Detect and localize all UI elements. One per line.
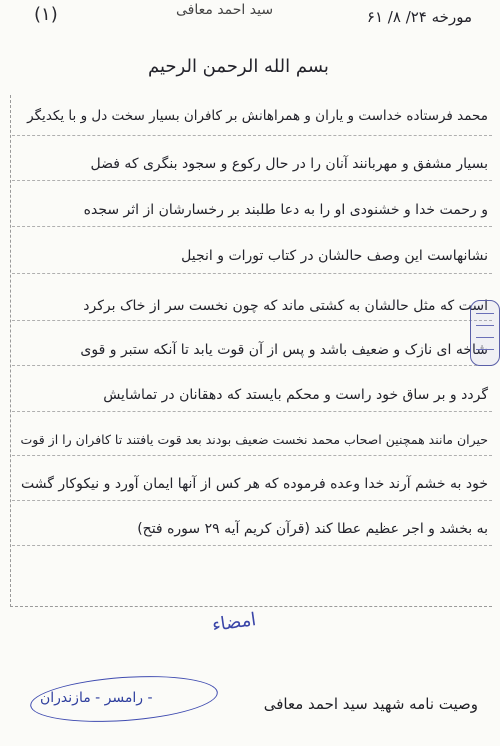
page-number: (۱) — [34, 4, 58, 25]
ruled-line — [12, 135, 492, 136]
text-line-1: محمد فرستاده خداست و یاران و همراهانش بر کافران بسیار سخت دل و با یکدیگر — [27, 108, 488, 124]
ruled-line — [12, 365, 492, 366]
ruled-line — [12, 273, 492, 274]
ruled-line — [12, 545, 492, 546]
ruled-line — [12, 226, 492, 227]
text-line-7: گردد و بر ساق خود راست و محکم بایستد که دهقانان در تماشایش — [103, 387, 488, 403]
footer-title: وصیت نامه شهید سید احمد معافی — [263, 695, 478, 713]
date-line: مورخه ۲۴/ ۸/ ۶۱ — [366, 8, 472, 26]
signature: امضاء — [210, 609, 258, 636]
ruled-line — [12, 180, 492, 181]
text-line-5: است که مثل حالشان به کشتی ماند که چون نخست سر از خاک برکرد — [83, 298, 488, 314]
ruled-line — [12, 500, 492, 501]
footer-location: - رامسر - مازندران — [40, 690, 153, 706]
text-line-9: خود به خشم آرند خدا وعده فرموده که هر کس از آنها ایمان آورد و نیکوکار گشت — [21, 476, 488, 492]
ruled-line — [12, 455, 492, 456]
text-line-3: و رحمت خدا و خشنودی او را به دعا طلبند بر رخسارشان از اثر سجده — [83, 202, 488, 218]
text-line-2: بسیار مشفق و مهربانند آنان را در حال رکوع و سجود بنگری که فضل — [90, 156, 488, 172]
text-line-10: به بخشد و اجر عظیم عطا کند (قرآن کریم آیه ۲۹ سوره فتح) — [137, 521, 488, 537]
ruled-line — [12, 411, 492, 412]
text-line-6: شاخه ای نازک و ضعیف باشد و پس از آن قوت یابد تا آنکه ستبر و قوی — [80, 342, 488, 358]
author-name-header: سید احمد معافی — [176, 2, 274, 18]
ruled-line — [12, 320, 492, 321]
basmala: بسم الله الرحمن الرحیم — [148, 56, 329, 77]
text-line-4: نشانهاست این وصف حالشان در کتاب تورات و انجیل — [181, 248, 488, 264]
archive-stamp — [470, 300, 500, 366]
text-line-8: حیران مانند همچنین اصحاب محمد نخست ضعیف بودند بعد قوت یافتند تا کافران را از قوت — [20, 432, 488, 447]
